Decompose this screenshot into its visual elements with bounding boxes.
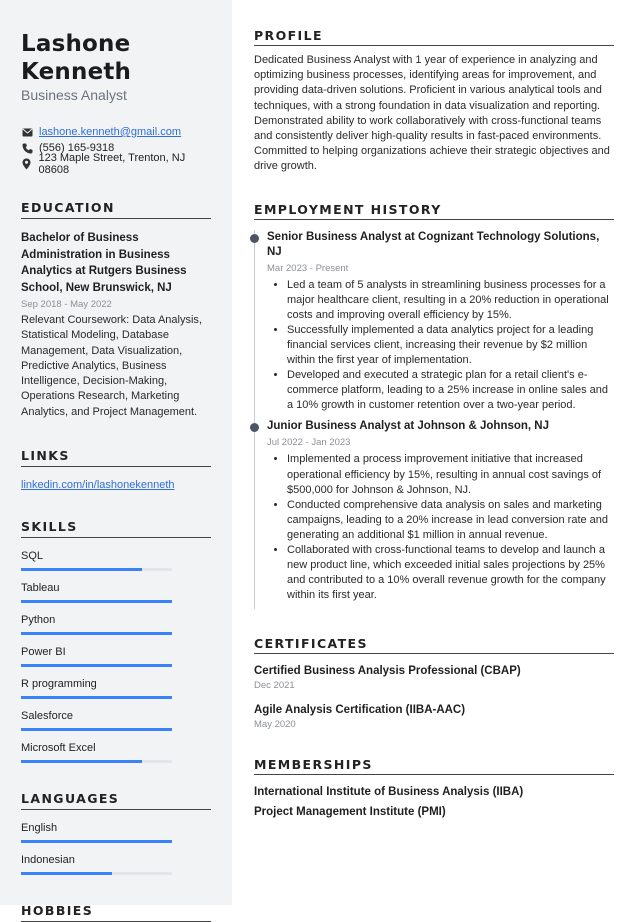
skill-item xyxy=(21,646,211,667)
skill-item xyxy=(21,678,211,699)
employment-section xyxy=(254,202,614,610)
education-section xyxy=(21,200,211,420)
employment-timeline xyxy=(254,230,614,610)
last-name: Kenneth xyxy=(21,59,132,85)
contact-email xyxy=(21,124,211,140)
skill-level-fill xyxy=(21,568,142,571)
skill-item xyxy=(21,614,211,635)
phone-text: (556) 165-9318 xyxy=(39,142,115,154)
skill-item xyxy=(21,742,211,763)
skill-level-fill xyxy=(21,728,172,731)
main-content xyxy=(254,28,614,818)
skill-level-bar xyxy=(21,728,172,731)
language-item xyxy=(21,854,211,875)
skill-item xyxy=(21,710,211,731)
skill-level-bar xyxy=(21,664,172,667)
skill-name: R programming xyxy=(21,678,97,691)
certificates-section xyxy=(254,636,614,730)
certificates-heading: CERTIFICATES xyxy=(254,636,614,654)
certificate-date: Dec 2021 xyxy=(254,680,295,692)
job-bullet: • Developed and executed a strategic plan for a retail client's e-commerce platform, leading to a 25% increase in online sales and a 10% growth in customer retention over a two-year period. xyxy=(287,368,614,413)
skill-item xyxy=(21,550,211,571)
certificate-title: Certified Business Analysis Professional (CBAP) xyxy=(254,665,521,678)
skills-section xyxy=(21,519,211,763)
phone-icon xyxy=(21,142,33,154)
skill-level-bar xyxy=(21,600,172,603)
skill-name: Microsoft Excel xyxy=(21,742,96,755)
job-bullet: • Collaborated with cross-functional teams to develop and launch a new product line, which exceeded initial sales projections by 25% and contributed to a 10% overall revenue growth for the company within its first year. xyxy=(287,543,614,603)
job-title: Business Analyst xyxy=(21,87,127,103)
certificate-title: Agile Analysis Certification (IIBA-AAC) xyxy=(254,704,466,717)
skill-name: Salesforce xyxy=(21,710,73,723)
skill-name: Power BI xyxy=(21,646,66,659)
linkedin-link[interactable]: linkedin.com/in/lashonekenneth xyxy=(21,479,175,492)
profile-text: Dedicated Business Analyst with 1 year of experience in analyzing and optimizing business processes, identifying areas for improvement, and providing data-driven solutions. Proficient in various analytical tools and techniques, with a strong foundation in data visualization and reporting. Demonstrated ability to work collaboratively with cross-functional teams and consistently deliver high-quality results in fast-paced environments. Committed to helping organizations achieve their strategic objectives and drive growth. xyxy=(254,54,610,173)
education-heading: EDUCATION xyxy=(21,200,211,219)
skill-level-fill xyxy=(21,632,172,635)
language-name: English xyxy=(21,822,58,835)
membership-item: Project Management Institute (PMI) xyxy=(254,806,446,819)
skill-level-bar xyxy=(21,760,172,763)
skill-level-bar xyxy=(21,632,172,635)
first-name: Lashone xyxy=(21,31,131,57)
skill-level-bar xyxy=(21,696,172,699)
job-bullets xyxy=(267,452,614,609)
employment-heading: EMPLOYMENT HISTORY xyxy=(254,202,614,220)
skill-name: Python xyxy=(21,614,56,627)
links-heading: LINKS xyxy=(21,448,211,467)
map-pin-icon xyxy=(21,158,32,170)
job-bullet: • Implemented a process improvement initiative that increased operational efficiency by 15%, resulting in annual cost savings of $500,000 for Johnson & Johnson, NJ. xyxy=(287,452,614,497)
skills-heading: SKILLS xyxy=(21,519,211,538)
language-item xyxy=(21,822,211,843)
envelope-icon xyxy=(21,126,33,138)
email-link[interactable]: lashone.kenneth@gmail.com xyxy=(39,126,182,138)
skill-level-fill xyxy=(21,600,172,603)
language-level-fill xyxy=(21,872,112,875)
certificate-item xyxy=(254,665,614,691)
skill-item xyxy=(21,582,211,603)
hobbies-heading: HOBBIES xyxy=(21,903,211,922)
job-dates: Jul 2022 - Jan 2023 xyxy=(267,437,351,449)
job-entry xyxy=(254,230,614,420)
skill-level-fill xyxy=(21,664,172,667)
memberships-heading: MEMBERSHIPS xyxy=(254,757,614,775)
address-text: 123 Maple Street, Trenton, NJ 08608 xyxy=(38,152,186,176)
education-dates: Sep 2018 - May 2022 xyxy=(21,299,112,310)
skill-level-fill xyxy=(21,760,142,763)
hobbies-section xyxy=(21,903,211,922)
job-entry xyxy=(254,419,614,609)
job-title: Junior Business Analyst at Johnson & Johnson, NJ xyxy=(267,420,550,433)
membership-item: International Institute of Business Analysis (IIBA) xyxy=(254,786,524,799)
language-level-bar xyxy=(21,872,172,875)
skill-level-bar xyxy=(21,568,172,571)
links-section xyxy=(21,448,211,491)
skill-name: SQL xyxy=(21,550,44,563)
sidebar xyxy=(0,0,232,919)
contact-info xyxy=(21,124,211,176)
skill-level-fill xyxy=(21,696,172,699)
education-description: Relevant Coursework: Data Analysis, Statistical Modeling, Database Management, Data Visualization, Predictive Analytics, Business Intelligence, Decision-Making, Operations Research, Marketing Analytics, and Project Management. xyxy=(21,314,202,418)
language-name: Indonesian xyxy=(21,854,75,867)
job-bullet: • Led a team of 5 analysts in streamlining business processes for a major healthcare client, resulting in a 20% reduction in operational costs and improving overall efficiency by 15%. xyxy=(287,278,614,323)
certificate-item xyxy=(254,704,614,730)
memberships-section xyxy=(254,757,614,818)
job-bullet: • Successfully implemented a data analytics project for a leading financial services client, increasing their revenue by $2 million within the first year of implementation. xyxy=(287,323,614,368)
contact-address xyxy=(21,152,211,176)
education-degree: Bachelor of Business Administration in Business Analytics at Rutgers Business School, New Brunswick, NJ xyxy=(21,232,187,294)
timeline-dot xyxy=(250,423,259,432)
language-level-fill xyxy=(21,840,172,843)
languages-heading: LANGUAGES xyxy=(21,791,211,810)
job-bullets xyxy=(267,278,614,420)
timeline-dot xyxy=(250,234,259,243)
profile-section xyxy=(254,28,614,175)
profile-heading: PROFILE xyxy=(254,28,614,46)
job-bullet: • Conducted comprehensive data analysis on sales and marketing campaigns, leading to a 20% increase in lead conversion rate and generating an additional $1 million in annual revenue. xyxy=(287,498,614,543)
skill-name: Tableau xyxy=(21,582,60,595)
job-dates: Mar 2023 - Present xyxy=(267,262,349,274)
certificate-date: May 2020 xyxy=(254,719,296,731)
language-level-bar xyxy=(21,840,172,843)
job-title: Senior Business Analyst at Cognizant Technology Solutions, NJ xyxy=(267,230,600,258)
languages-section xyxy=(21,791,211,875)
